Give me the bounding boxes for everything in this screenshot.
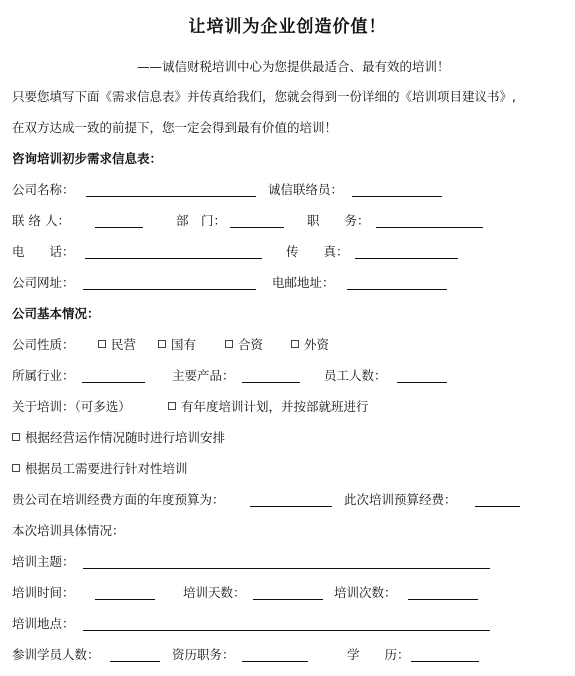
product-label: 主要产品：	[172, 368, 235, 383]
company-name-field[interactable]	[86, 196, 256, 197]
training-option-targeted[interactable]: 根据员工需要进行针对性培训	[12, 460, 188, 478]
liaison-field[interactable]	[95, 227, 143, 228]
budget-year-field[interactable]	[250, 506, 332, 507]
budget-this-field[interactable]	[475, 506, 520, 507]
company-name-label: 公司名称：	[12, 182, 75, 197]
checkbox-icon	[98, 340, 106, 348]
seniority-field[interactable]	[242, 661, 308, 662]
seniority-label: 资历职务：	[172, 647, 235, 662]
phone-label: 电 话：	[12, 244, 75, 259]
fax-field[interactable]	[355, 258, 458, 259]
page-title: 让培训为企业创造价值！	[188, 17, 387, 37]
website-label: 公司网址：	[12, 275, 75, 290]
staff-label: 员工人数：	[324, 368, 387, 383]
nature-option-state[interactable]: 国有	[158, 336, 196, 354]
budget-year-label: 贵公司在培训经费方面的年度预算为：	[12, 492, 225, 507]
topic-label: 培训主题：	[12, 554, 75, 569]
intro-line-2: 在双方达成一致的前提下，您一定会得到最有价值的培训！	[12, 120, 338, 135]
email-label: 电邮地址：	[272, 275, 335, 290]
education-label: 学 历：	[347, 647, 410, 662]
contact-field[interactable]	[352, 196, 442, 197]
department-label: 部 门：	[176, 213, 227, 228]
nature-option-joint[interactable]: 合资	[225, 336, 263, 354]
time-field[interactable]	[95, 599, 155, 600]
nature-label: 公司性质：	[12, 337, 75, 352]
times-field[interactable]	[408, 599, 478, 600]
nature-option-private[interactable]: 民营	[98, 336, 136, 354]
section-company-heading: 公司基本情况：	[12, 306, 100, 321]
checkbox-icon	[158, 340, 166, 348]
training-option-operational[interactable]: 根据经营运作情况随时进行培训安排	[12, 429, 225, 447]
education-field[interactable]	[411, 661, 479, 662]
phone-field[interactable]	[85, 258, 262, 259]
liaison-label: 联 络 人：	[12, 213, 70, 228]
location-field[interactable]	[83, 630, 490, 631]
department-field[interactable]	[230, 227, 284, 228]
time-label: 培训时间：	[12, 585, 75, 600]
training-about-label: 关于培训：（可多选）	[12, 399, 131, 414]
industry-field[interactable]	[82, 382, 145, 383]
location-label: 培训地点：	[12, 616, 75, 631]
contact-label: 诚信联络员：	[268, 182, 344, 197]
position-label: 职 务：	[307, 213, 370, 228]
details-heading: 本次培训具体情况：	[12, 523, 125, 538]
checkbox-icon	[12, 433, 20, 441]
checkbox-icon	[168, 402, 176, 410]
staff-field[interactable]	[397, 382, 447, 383]
email-field[interactable]	[347, 289, 447, 290]
product-field[interactable]	[242, 382, 300, 383]
fax-label: 传 真：	[286, 244, 349, 259]
days-label: 培训天数：	[183, 585, 246, 600]
subtitle: ——诚信财税培训中心为您提供最适合、最有效的培训！	[137, 59, 450, 74]
times-label: 培训次数：	[334, 585, 397, 600]
days-field[interactable]	[253, 599, 323, 600]
section-inquiry-heading: 咨询培训初步需求信息表：	[12, 151, 163, 166]
checkbox-icon	[12, 464, 20, 472]
checkbox-icon	[291, 340, 299, 348]
checkbox-icon	[225, 340, 233, 348]
industry-label: 所属行业：	[12, 368, 75, 383]
website-field[interactable]	[83, 289, 256, 290]
participants-field[interactable]	[110, 661, 160, 662]
intro-line-1: 只要您填写下面《需求信息表》并传真给我们，您就会得到一份详细的《培训项目建议书》,	[12, 89, 516, 104]
participants-label: 参训学员人数：	[12, 647, 100, 662]
position-field[interactable]	[376, 227, 483, 228]
budget-this-label: 此次培训预算经费：	[344, 492, 457, 507]
training-option-annual[interactable]: 有年度培训计划，并按部就班进行	[168, 398, 369, 416]
nature-option-foreign[interactable]: 外资	[291, 336, 329, 354]
topic-field[interactable]	[83, 568, 490, 569]
